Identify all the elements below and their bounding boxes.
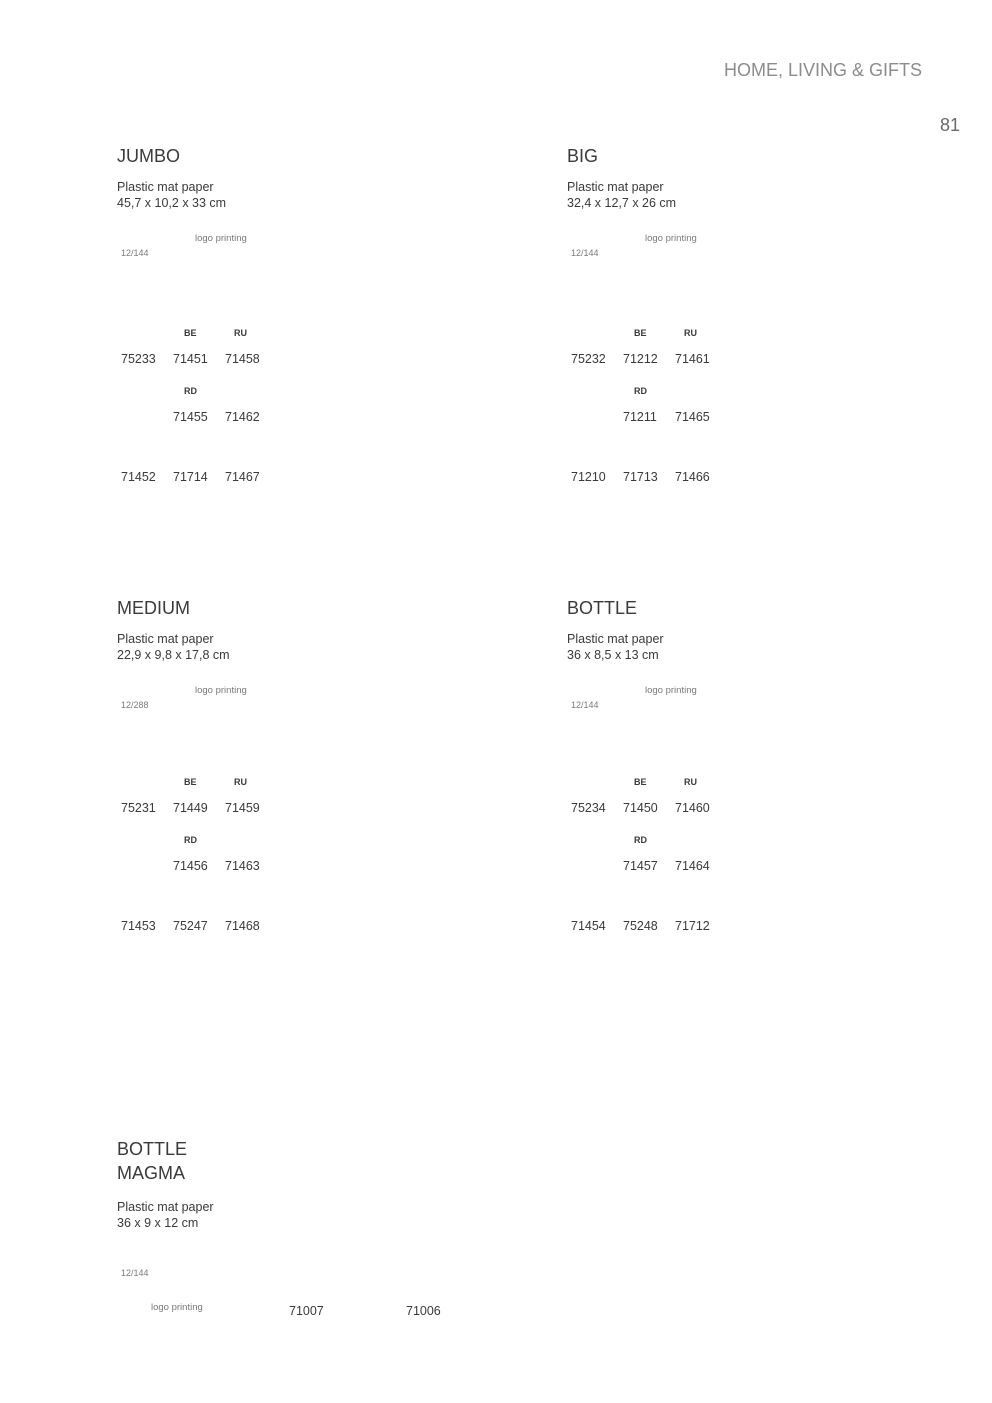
article-code: 75231 xyxy=(121,801,156,815)
pack-quantity: 12/144 xyxy=(571,700,599,710)
logo-printing-label: logo printing xyxy=(151,1302,203,1313)
product-title: JUMBO xyxy=(117,146,180,166)
logo-printing-label: logo printing xyxy=(645,233,697,244)
col-header-ru: RU xyxy=(684,777,697,787)
article-code: 71449 xyxy=(173,801,208,815)
article-code: 75233 xyxy=(121,352,156,366)
logo-printing-label: logo printing xyxy=(645,685,697,696)
article-code: 71460 xyxy=(675,801,710,815)
product-bottle-magma xyxy=(117,1137,517,1337)
product-big xyxy=(567,144,927,524)
col-header-be: BE xyxy=(634,328,647,338)
article-code: 75247 xyxy=(173,919,208,933)
page-number: 81 xyxy=(939,115,960,135)
product-material: Plastic mat paper xyxy=(567,180,664,194)
product-title: BOTTLE xyxy=(567,598,638,618)
article-code: 71456 xyxy=(173,859,208,873)
article-code: 71465 xyxy=(675,410,710,424)
article-code: 71455 xyxy=(173,410,208,424)
article-code: 71457 xyxy=(623,859,658,873)
article-code: 71211 xyxy=(623,410,657,424)
logo-printing-label: logo printing xyxy=(195,685,247,696)
article-code: 71458 xyxy=(225,352,260,366)
article-code: 71451 xyxy=(173,352,208,366)
article-code: 71462 xyxy=(225,410,260,424)
article-code: 71714 xyxy=(173,470,208,484)
article-code: 71466 xyxy=(675,470,710,484)
logo-printing-label: logo printing xyxy=(195,233,247,244)
product-material: Plastic mat paper xyxy=(117,1200,214,1214)
article-code: 71459 xyxy=(225,801,260,815)
col-header-be: BE xyxy=(184,777,197,787)
pack-quantity: 12/144 xyxy=(121,1268,149,1278)
product-bottle xyxy=(567,596,927,976)
product-dimensions: 36 x 9 x 12 cm xyxy=(117,1216,199,1230)
product-dimensions: 36 x 8,5 x 13 cm xyxy=(567,648,659,662)
product-title: BIG xyxy=(567,146,599,166)
article-code: 71468 xyxy=(225,919,260,933)
article-code: 71454 xyxy=(571,919,606,933)
pack-quantity: 12/144 xyxy=(121,248,149,258)
article-code: 71453 xyxy=(121,919,156,933)
article-code: 71712 xyxy=(675,919,710,933)
article-code: 71450 xyxy=(623,801,658,815)
product-dimensions: 22,9 x 9,8 x 17,8 cm xyxy=(117,648,230,662)
product-medium xyxy=(117,596,477,976)
article-code: 71464 xyxy=(675,859,710,873)
article-code: 75234 xyxy=(571,801,606,815)
col-header-rd: RD xyxy=(184,835,197,845)
col-header-rd: RD xyxy=(634,386,647,396)
product-dimensions: 32,4 x 12,7 x 26 cm xyxy=(567,196,677,210)
col-header-ru: RU xyxy=(684,328,697,338)
col-header-be: BE xyxy=(184,328,197,338)
article-code: 71467 xyxy=(225,470,260,484)
article-code: 71210 xyxy=(571,470,606,484)
product-jumbo xyxy=(117,144,477,524)
article-code: 71713 xyxy=(623,470,658,484)
article-code: 71007 xyxy=(289,1304,324,1318)
product-dimensions: 45,7 x 10,2 x 33 cm xyxy=(117,196,227,210)
article-code: 75248 xyxy=(623,919,658,933)
article-code: 71461 xyxy=(675,352,710,366)
article-code: 71463 xyxy=(225,859,260,873)
col-header-ru: RU xyxy=(234,777,247,787)
article-code: 71006 xyxy=(406,1304,441,1318)
product-material: Plastic mat paper xyxy=(117,632,214,646)
product-material: Plastic mat paper xyxy=(117,180,214,194)
product-title: MEDIUM xyxy=(117,598,190,618)
article-code: 71212 xyxy=(623,352,658,366)
pack-quantity: 12/144 xyxy=(571,248,599,258)
pack-quantity: 12/288 xyxy=(121,700,149,710)
article-code: 75232 xyxy=(571,352,606,366)
col-header-rd: RD xyxy=(634,835,647,845)
section-header: HOME, LIVING & GIFTS xyxy=(723,60,922,80)
article-code: 71452 xyxy=(121,470,156,484)
product-title-line1: BOTTLE xyxy=(117,1139,188,1159)
product-title-line2: MAGMA xyxy=(117,1163,186,1183)
col-header-be: BE xyxy=(634,777,647,787)
col-header-rd: RD xyxy=(184,386,197,396)
product-material: Plastic mat paper xyxy=(567,632,664,646)
col-header-ru: RU xyxy=(234,328,247,338)
